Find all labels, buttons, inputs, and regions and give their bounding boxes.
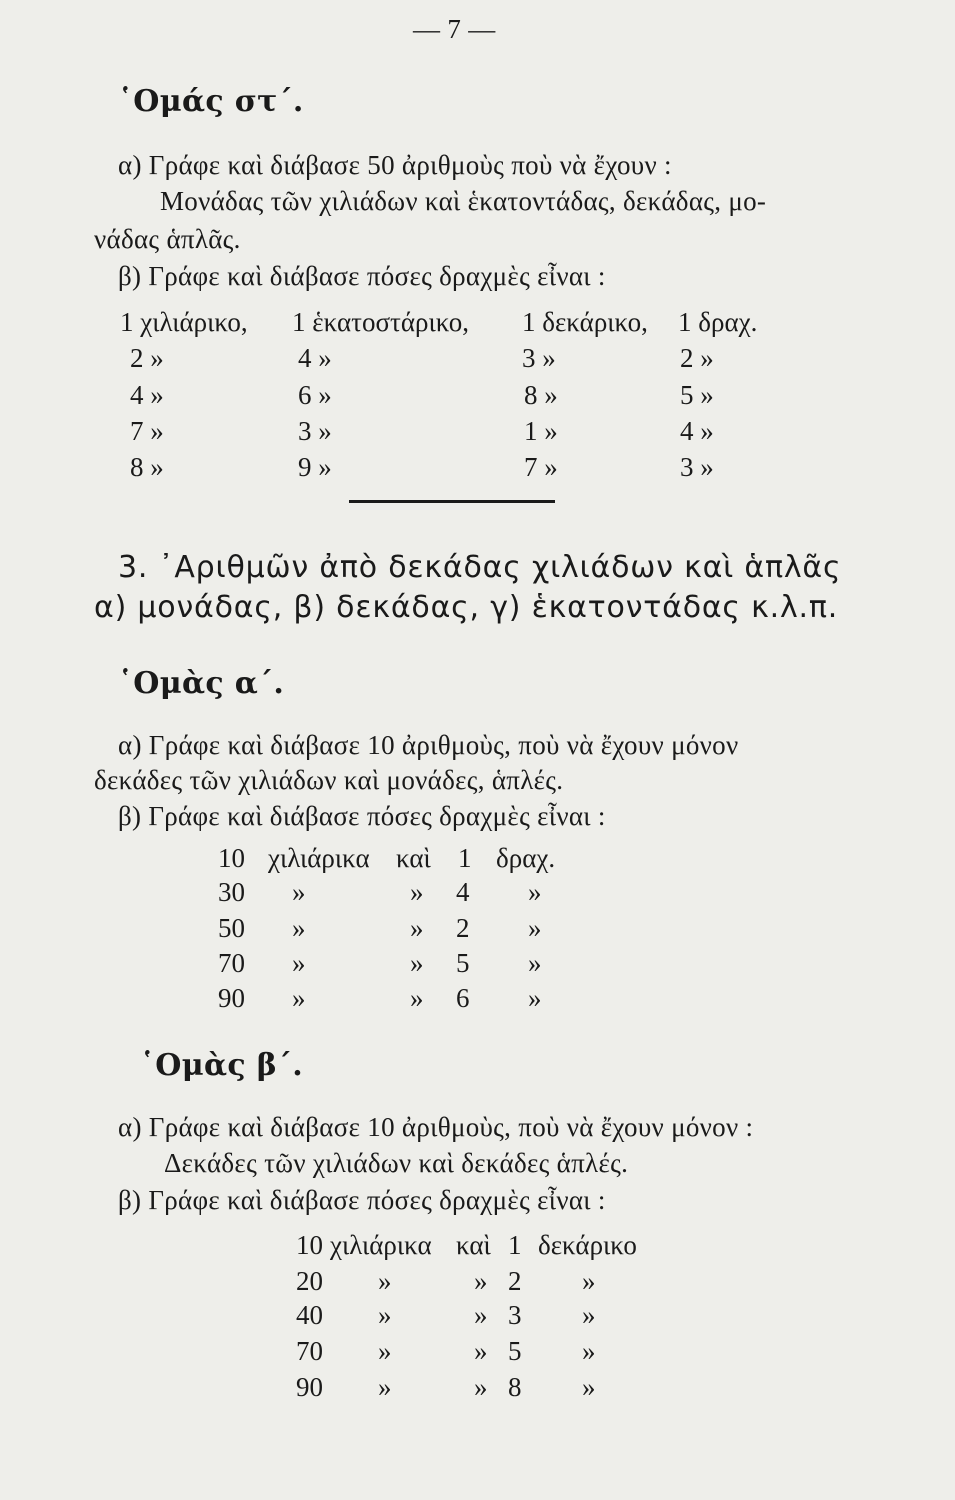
table-cell: 2 <box>508 1266 522 1296</box>
table-cell: καὶ <box>396 843 431 873</box>
group-b-exercise-a-line1: α) Γράφε καὶ διάβασε 10 ἀριθμοὺς, ποὺ νὰ ἔχουν μόνον : <box>118 1112 754 1142</box>
table-cell: 1 χιλιάρικο, <box>120 307 248 337</box>
table-cell: 90 <box>218 983 245 1013</box>
table-cell: 30 <box>218 877 245 907</box>
table-cell: » <box>528 983 542 1013</box>
table-cell: 1 <box>508 1230 522 1260</box>
table-cell: 40 <box>296 1300 323 1330</box>
table-cell: 7 » <box>130 416 164 446</box>
group-st-exercise-a-line3: νάδας ἁπλᾶς. <box>94 224 241 254</box>
table-cell: » <box>410 983 424 1013</box>
group-b-exercise-a-line2: Δεκάδες τῶν χιλιάδων καὶ δεκάδες ἁπλές. <box>164 1148 629 1178</box>
table-cell: 70 <box>218 948 245 978</box>
group-b-exercise-b-line: β) Γράφε καὶ διάβασε πόσες δραχμὲς εἶναι : <box>118 1185 606 1215</box>
section-divider <box>349 500 555 503</box>
group-st-exercise-a-line2: Μονάδας τῶν χιλιάδων καὶ ἑκατοντάδας, δεκάδας, μο- <box>160 186 767 216</box>
table-cell: 1 δεκάρικο, <box>522 307 648 337</box>
table-cell: 2 <box>456 913 470 943</box>
table-cell: 6 » <box>298 380 332 410</box>
table-cell: » <box>582 1300 596 1330</box>
table-cell: 4 » <box>298 343 332 373</box>
table-cell: 4 » <box>130 380 164 410</box>
table-cell: » <box>582 1266 596 1296</box>
table-cell: δραχ. <box>496 843 556 873</box>
table-cell: καὶ <box>456 1230 491 1260</box>
table-cell: » <box>410 877 424 907</box>
table-cell: 5 <box>508 1336 522 1366</box>
table-cell: 2 » <box>130 343 164 373</box>
table-cell: » <box>474 1266 488 1296</box>
group-a-exercise-a-line2: δεκάδες τῶν χιλιάδων καὶ μονάδες, ἁπλές. <box>94 765 564 795</box>
table-cell: 7 » <box>524 452 558 482</box>
table-cell: 4 <box>456 877 470 907</box>
section-3-title-line1: 3. ᾿Αριθμῶν ἀπὸ δεκάδας χιλιάδων καὶ ἁπλᾶς <box>118 550 842 585</box>
table-cell: 10 <box>218 843 245 873</box>
group-a-exercise-a-line1: α) Γράφε καὶ διάβασε 10 ἀριθμοὺς, ποὺ νὰ ἔχουν μόνον <box>118 730 739 760</box>
table-cell: 8 <box>508 1372 522 1402</box>
table-cell: 10 <box>296 1230 323 1260</box>
table-cell: 1 ἑκατοστάρικο, <box>292 307 470 337</box>
table-cell: 3 » <box>522 343 556 373</box>
table-cell: 6 <box>456 983 470 1013</box>
table-cell: 2 » <box>680 343 714 373</box>
table-cell: 50 <box>218 913 245 943</box>
table-cell: » <box>582 1336 596 1366</box>
table-cell: » <box>474 1300 488 1330</box>
table-cell: 3 » <box>298 416 332 446</box>
table-cell: 5 <box>456 948 470 978</box>
table-cell: 9 » <box>298 452 332 482</box>
table-cell: » <box>410 913 424 943</box>
table-cell: » <box>292 948 306 978</box>
table-cell: 3 <box>508 1300 522 1330</box>
table-cell: 1 » <box>524 416 558 446</box>
table-cell: 8 » <box>524 380 558 410</box>
table-cell: 90 <box>296 1372 323 1402</box>
table-cell: » <box>378 1300 392 1330</box>
table-cell: » <box>474 1336 488 1366</box>
group-st-title: ῾Ομάς στ΄. <box>118 84 304 119</box>
group-b-title: ῾Ομὰς β΄. <box>140 1048 303 1083</box>
table-cell: » <box>378 1336 392 1366</box>
table-cell: χιλιάρικα <box>330 1230 432 1260</box>
group-st-exercise-b-line: β) Γράφε καὶ διάβασε πόσες δραχμὲς εἶναι : <box>118 261 606 291</box>
table-cell: δεκάρικο <box>538 1230 637 1260</box>
table-cell: » <box>582 1372 596 1402</box>
table-cell: » <box>474 1372 488 1402</box>
table-cell: » <box>528 948 542 978</box>
section-3-title-line2: α) μονάδας, β) δεκάδας, γ) ἑκατοντάδας κ.λ.π. <box>94 590 839 625</box>
table-cell: » <box>292 913 306 943</box>
table-cell: 4 » <box>680 416 714 446</box>
table-cell: 70 <box>296 1336 323 1366</box>
table-cell: 1 δραχ. <box>678 307 758 337</box>
table-cell: 1 <box>458 843 472 873</box>
table-cell: » <box>410 948 424 978</box>
group-a-title: ῾Ομὰς α΄. <box>118 666 285 701</box>
table-cell: χιλιάρικα <box>268 843 370 873</box>
table-cell: » <box>292 877 306 907</box>
table-cell: 20 <box>296 1266 323 1296</box>
page-number: — 7 — <box>413 14 496 44</box>
table-cell: 5 » <box>680 380 714 410</box>
group-st-exercise-a-line1: α) Γράφε καὶ διάβασε 50 ἀριθμοὺς ποὺ νὰ ἔχουν : <box>118 150 672 180</box>
table-cell: » <box>528 877 542 907</box>
table-cell: » <box>378 1266 392 1296</box>
table-cell: 8 » <box>130 452 164 482</box>
table-cell: » <box>378 1372 392 1402</box>
table-cell: » <box>528 913 542 943</box>
table-cell: » <box>292 983 306 1013</box>
table-cell: 3 » <box>680 452 714 482</box>
group-a-exercise-b-line: β) Γράφε καὶ διάβασε πόσες δραχμὲς εἶναι : <box>118 801 606 831</box>
